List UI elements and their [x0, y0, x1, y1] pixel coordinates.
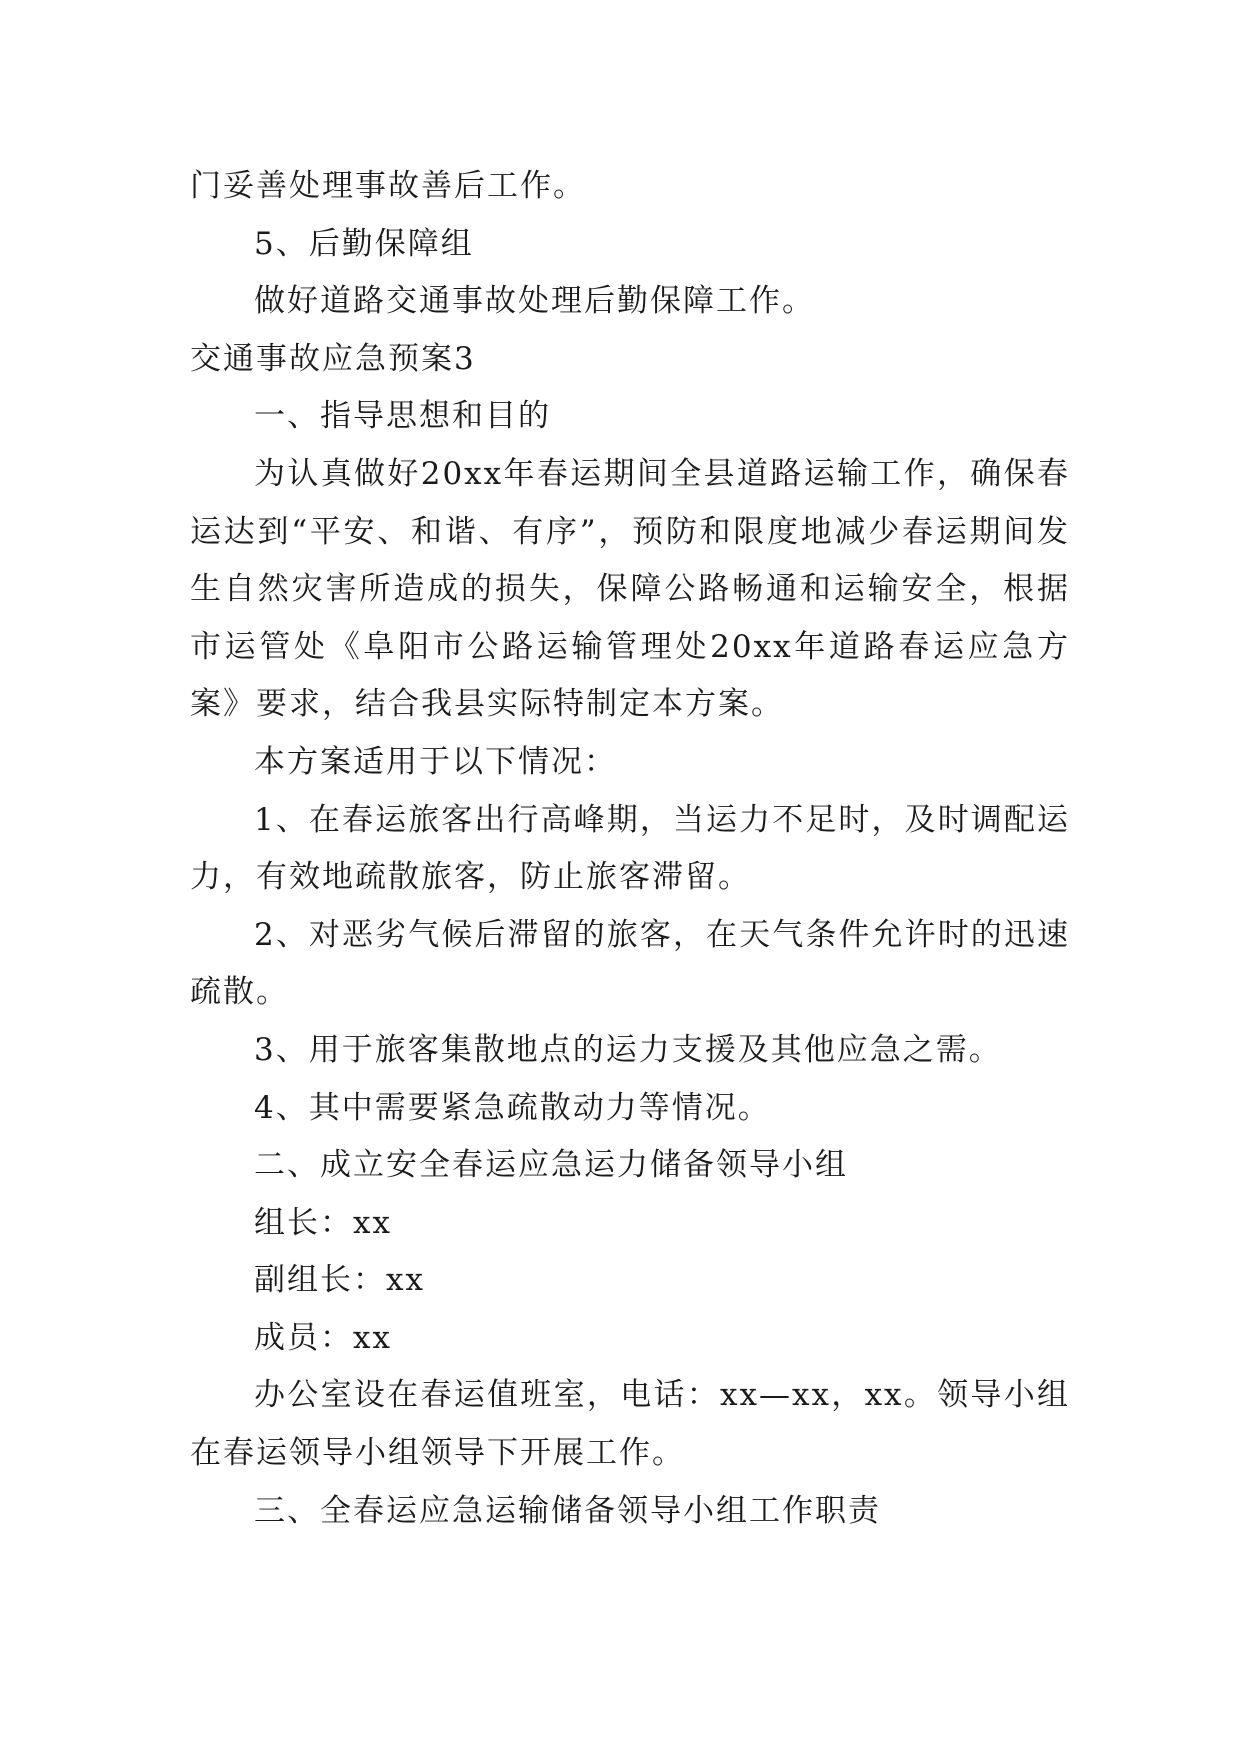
paragraph-5: 一、指导思想和目的 [254, 398, 551, 435]
paragraph-16: 办公室设在春运值班室，电话：xx—xx，xx。领导小组在春运领导小组领导下开展工作。 [190, 1377, 1070, 1472]
paragraph-10: 3、用于旅客集散地点的运力支援及其他应急之需。 [254, 1031, 1002, 1068]
paragraph-12: 二、成立安全春运应急运力储备领导小组 [254, 1147, 848, 1184]
paragraph-8: 1、在春运旅客出行高峰期，当运力不足时，及时调配运力，有效地疏散旅客，防止旅客滞留。 [190, 801, 1070, 896]
section-heading: 交通事故应急预案3 [190, 340, 476, 377]
paragraph-6: 为认真做好20xx年春运期间全县道路运输工作，确保春运达到“平安、和谐、有序”，预防和限度地减少春运期间发生自然灾害所造成的损失，保障公路畅通和运输安全，根据市运管处《阜阳市公路运输管理处20xx年道路春运应急方案》要求，结合我县实际特制定本方案。 [190, 455, 1070, 723]
paragraph-13: 组长：xx [254, 1204, 392, 1241]
paragraph-17: 三、全春运应急运输储备领导小组工作职责 [254, 1492, 881, 1529]
document-body [190, 158, 1070, 1540]
paragraph-9: 2、对恶劣气候后滞留的旅客，在天气条件允许时的迅速疏散。 [190, 916, 1070, 1011]
paragraph-3: 做好道路交通事故处理后勤保障工作。 [254, 283, 815, 320]
paragraph-7: 本方案适用于以下情况： [254, 743, 617, 780]
paragraph-15: 成员：xx [254, 1319, 392, 1356]
paragraph-1: 门妥善处理事故善后工作。 [190, 168, 586, 204]
paragraph-11: 4、其中需要紧急疏散动力等情况。 [254, 1089, 771, 1126]
paragraph-14: 副组长：xx [254, 1262, 425, 1299]
paragraph-2: 5、后勤保障组 [254, 225, 474, 262]
